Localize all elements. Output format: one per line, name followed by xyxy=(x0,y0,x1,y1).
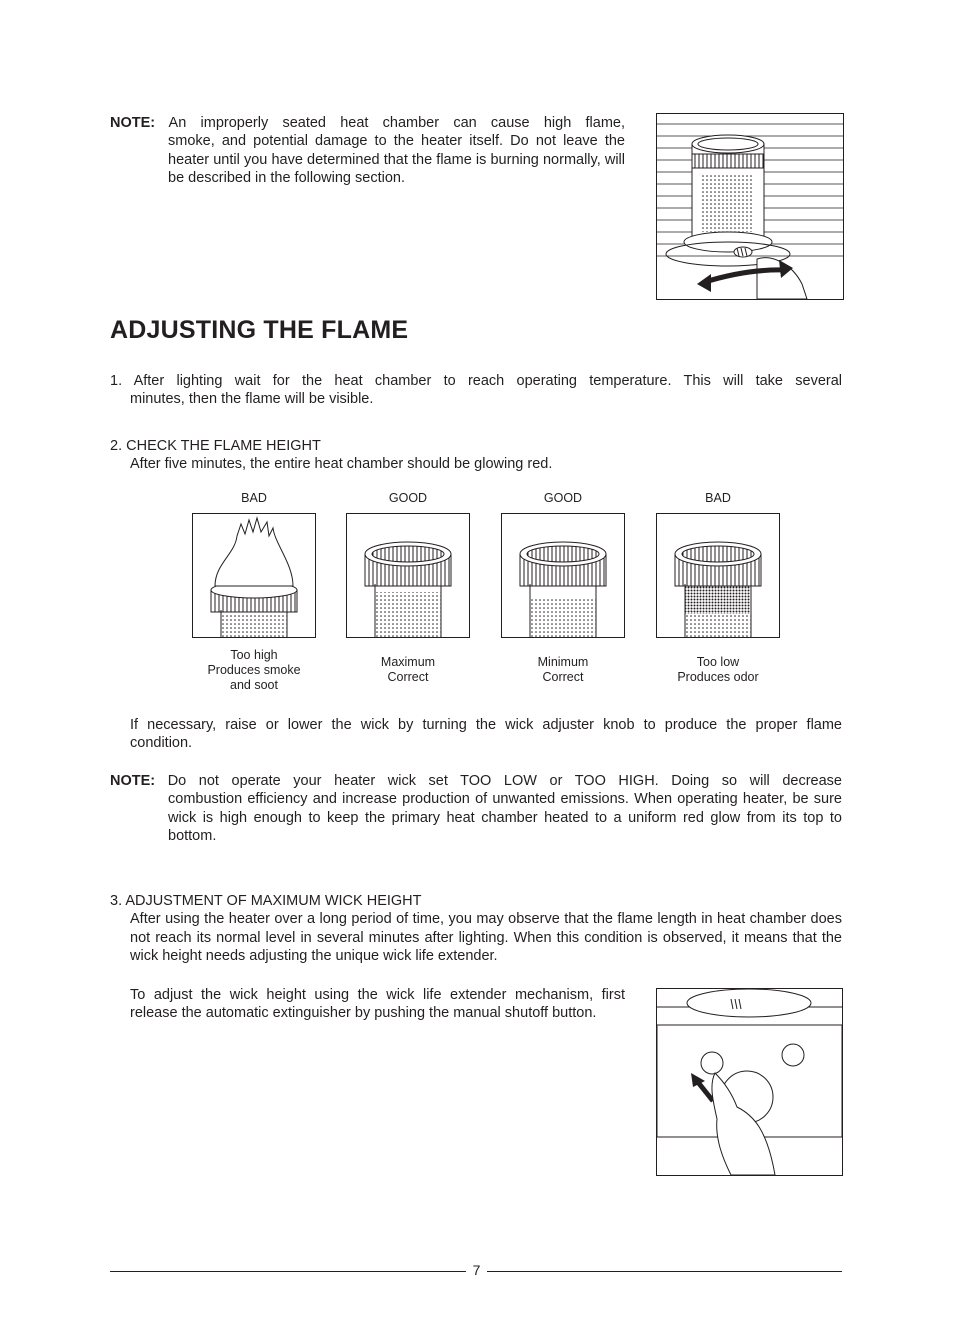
step-1-number: 1. xyxy=(110,373,123,389)
step-3-paragraph-2: To adjust the wick height using the wick life extender mechanism, first release the automatic extinguisher by pushing the manual shutoff button. xyxy=(130,987,625,1022)
note-text: combustion efficiency and increase production of unwanted emissions. When operating heater, be sure wick is high enough to keep the primary heat chamber heated to a uniform red glow from its top to bottom. xyxy=(168,791,842,845)
caption-line: Maximum xyxy=(380,655,436,669)
step-1-text-line1: After lighting wait for the heat chamber to reach operating temperature. This will take several xyxy=(133,373,842,389)
section-heading: ADJUSTING THE FLAME xyxy=(110,316,409,344)
note-label: NOTE: xyxy=(110,773,156,789)
flame-figure-maximum xyxy=(346,513,470,638)
flame-panel-too-low xyxy=(656,491,780,685)
footer-rule-left xyxy=(110,1271,466,1272)
heat-chamber-figure xyxy=(656,113,844,300)
caption-line: Too high xyxy=(230,648,278,662)
flame-figure-too-low xyxy=(656,513,780,638)
step-2-title: 2. CHECK THE FLAME HEIGHT xyxy=(110,438,321,454)
flame-panel-minimum xyxy=(501,491,625,685)
step-3-paragraph-1: After using the heater over a long period of time, you may observe that the flame length in heat chamber does not reach its normal level in several minutes after lighting. When this condition is observed, it means that the wick height needs adjusting the unique wick life extender. xyxy=(130,911,842,965)
adjust-wick-text-line2: condition. xyxy=(130,735,193,752)
flame-figure-too-high xyxy=(192,513,316,638)
step-3 xyxy=(110,892,842,966)
flame-caption xyxy=(192,648,316,693)
caption-line: Minimum xyxy=(537,655,589,669)
shutoff-button-illustration xyxy=(657,989,842,1175)
caption-line: Too low xyxy=(696,655,740,669)
caption-line: Produces odor xyxy=(677,670,759,684)
adjust-wick-text-line1: If necessary, raise or lower the wick by turning the wick adjuster knob to produce the proper flame xyxy=(130,717,842,733)
step-3-title: 3. ADJUSTMENT OF MAXIMUM WICK HEIGHT xyxy=(110,893,422,909)
flame-caption xyxy=(656,655,780,685)
step-1 xyxy=(110,372,842,409)
heat-chamber-illustration xyxy=(657,114,843,299)
flame-panel-maximum xyxy=(346,491,470,685)
rating-label: BAD xyxy=(241,491,267,505)
note-label: NOTE: xyxy=(110,115,156,131)
footer-rule-right xyxy=(487,1271,842,1272)
rating-label: GOOD xyxy=(388,491,428,505)
note-text-line1: An improperly seated heat chamber can cause high flame, xyxy=(168,115,625,131)
caption-line: Correct xyxy=(542,670,584,684)
rating-label: BAD xyxy=(705,491,731,505)
flame-caption xyxy=(501,655,625,685)
shutoff-button-figure xyxy=(656,988,843,1176)
step-1-text-line2: minutes, then the flame will be visible. xyxy=(130,391,374,408)
step-2 xyxy=(110,437,842,474)
rating-label: GOOD xyxy=(543,491,583,505)
flame-caption xyxy=(346,655,470,685)
page-number: 7 xyxy=(472,1262,481,1278)
adjust-wick-text xyxy=(130,716,842,753)
step-2-text: After five minutes, the entire heat chamber should be glowing red. xyxy=(130,456,553,473)
caption-line: Produces smoke xyxy=(207,663,301,677)
flame-figure-minimum xyxy=(501,513,625,638)
note-wick-setting xyxy=(110,772,842,846)
note-text-line1: Do not operate your heater wick set TOO LOW or TOO HIGH. Doing so will decrease xyxy=(167,773,842,789)
note-text: smoke, and potential damage to the heater itself. Do not leave the heater until you have determined that the flame is burning normally, will be described in the following section. xyxy=(168,133,625,187)
caption-line: Correct xyxy=(387,670,429,684)
note-top xyxy=(110,114,625,188)
flame-panel-too-high xyxy=(192,491,316,693)
caption-line: and soot xyxy=(230,678,278,692)
